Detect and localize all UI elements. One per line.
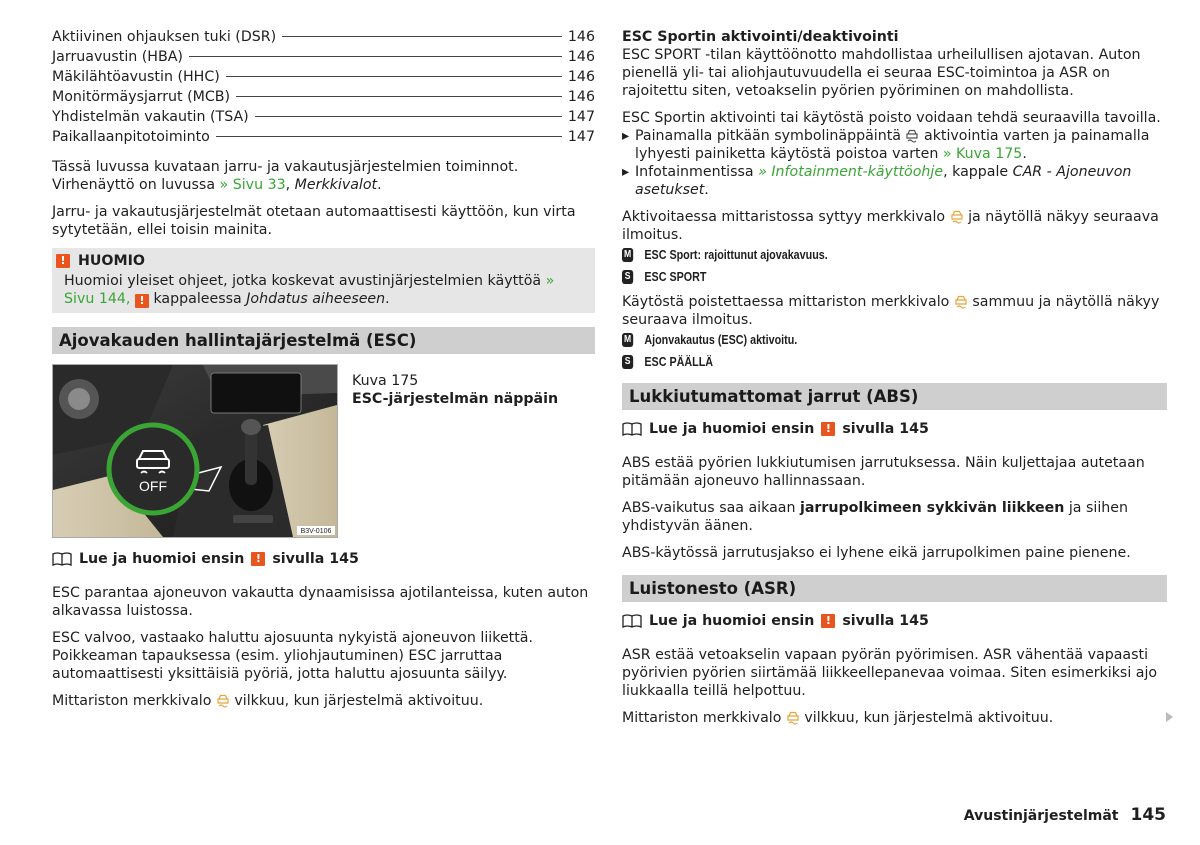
toc-title: Jarruavustin (HBA) — [52, 49, 183, 65]
message-text: ESC Sport: rajoittunut ajovakavuus. — [644, 248, 828, 262]
bullet-2-text-2: , kappale — [943, 164, 1013, 180]
figure-175 — [52, 364, 595, 538]
warning-italic: Johdatus aiheeseen — [246, 291, 386, 307]
book-icon — [52, 552, 72, 566]
intro-text: Tässä luvussa kuvataan jarru- ja vakautusjärjestelmien toiminnot. Virhenäyttö on luvussa — [52, 159, 519, 193]
message-text: ESC PÄÄLLÄ — [644, 355, 714, 369]
page-number: 145 — [1130, 805, 1166, 825]
read-first-reference — [622, 612, 1167, 630]
abs-paragraph-1: ABS estää pyörien lukkiutumisen jarrutuksessa. Näin kuljettajaa autetaan pitämään ajoneuvo hallinnassaan. — [622, 455, 1145, 489]
message-tag: S — [622, 355, 633, 369]
right-column — [622, 28, 1167, 736]
abs-p2-text-end: ja siihen yhdistyvän äänen. — [622, 500, 1129, 534]
bullet-marker: ▸ — [622, 164, 630, 180]
toc-page: 146 — [567, 29, 595, 45]
sport-paragraph-1: ESC SPORT -tilan käyttöönotto mahdollistaa urheilullisen ajotavan. Auton pienellä yli- tai aliohjautuvuudella ei seuraa ESC-toimintoa ja ASR on rajoitettu siten, vetoakselin pyörien pyöriminen on mahdollista. — [622, 47, 1141, 99]
esc-p3-text: Mittariston merkkivalo — [52, 693, 216, 709]
sport-paragraph-3 — [622, 208, 1167, 244]
warning-icon: ! — [56, 254, 70, 268]
toc-title: Mäkilähtöavustin (HHC) — [52, 69, 220, 85]
intro-italic: Merkkivalot — [294, 177, 378, 193]
asr-paragraph-1: ASR estää vetoakselin vapaan pyörän pyörimisen. ASR vähentää vapaasti pyörivien pyörien siirtämää liikkeellepanevaa voimaa. Siten esimerkiksi ajo liukkaalla teillä helpottuu. — [622, 647, 1158, 699]
sport-paragraph-4 — [622, 293, 1167, 329]
esc-symbol-icon — [905, 128, 919, 143]
bullet-2-italic: CAR - Ajoneuvon asetukset — [635, 164, 1132, 198]
abs-p2-bold: jarrupolkimeen sykkivän liikkeen — [799, 500, 1065, 516]
figure-caption-block — [352, 364, 558, 538]
figure-caption: ESC-järjestelmän näppäin — [352, 391, 559, 407]
warning-body — [52, 272, 595, 308]
toc-row[interactable] — [52, 128, 595, 148]
toc-page: 147 — [567, 129, 595, 145]
esc-paragraph-2: ESC valvoo, vastaako haluttu ajosuunta nykyistä ajoneuvon liikettä. Poikkeaman tapauksessa (esim. yliohjautuminen) ESC jarruttaa automaattisesti yksittäisiä pyöriä, jotta haluttu ajosuunta säilyy. — [52, 630, 534, 682]
toc-page: 146 — [567, 49, 595, 65]
esc-p3-text-end: vilkkuu, kun järjestelmä aktivoituu. — [229, 693, 484, 709]
chapter-title: Avustinjärjestelmät — [963, 808, 1119, 824]
display-message — [622, 354, 1091, 370]
warning-header — [52, 248, 595, 272]
toc-title: Aktiivinen ohjauksen tuki (DSR) — [52, 29, 277, 45]
bullet-1-text-2: aktivointia varten ja painamalla lyhyesti painiketta käytöstä poistoa varten — [635, 128, 1150, 162]
toc-row[interactable] — [52, 28, 595, 48]
warning-text-end: . — [385, 291, 390, 307]
warning-title: HUOMIO — [78, 253, 145, 269]
page-144-link[interactable]: » Sivu 144, — [64, 273, 555, 307]
warning-icon: ! — [135, 294, 149, 308]
display-message — [622, 269, 1091, 285]
message-tag: M — [622, 333, 633, 347]
warning-icon: ! — [821, 614, 835, 628]
infotainment-link[interactable]: » Infotainment-käyttöohje — [758, 164, 944, 180]
book-icon — [622, 422, 642, 436]
abs-paragraph-3: ABS-käytössä jarrutusjakso ei lyhene eikä jarrupolkimen paine pienene. — [622, 545, 1131, 561]
left-column — [52, 28, 595, 719]
warning-icon: ! — [251, 552, 265, 566]
figure-off-label: OFF — [139, 478, 167, 494]
section-heading-asr: Luistonesto (ASR) — [622, 575, 1167, 602]
bullet-marker: ▸ — [622, 128, 630, 144]
list-item — [622, 127, 1167, 163]
reference-text: Lue ja huomioi ensin — [79, 551, 245, 567]
message-text: Ajonvakautus (ESC) aktivoitu. — [644, 333, 798, 347]
bullet-2-end: . — [704, 182, 709, 198]
reference-text: Lue ja huomioi ensin — [649, 421, 815, 437]
sport-paragraph-2: ESC Sportin aktivointi tai käytöstä poisto voidaan tehdä seuraavilla tavoilla. — [622, 110, 1161, 126]
warning-text: Huomioi yleiset ohjeet, jotka koskevat avustinjärjestelmien käyttöä — [64, 273, 546, 289]
toc-page: 146 — [567, 69, 595, 85]
toc-leader — [216, 136, 562, 137]
abs-p2-text: ABS-vaikutus saa aikaan — [622, 500, 800, 516]
section-heading-esc: Ajovakauden hallintajärjestelmä (ESC) — [52, 327, 595, 354]
page-footer — [964, 806, 1166, 825]
esc-button-photo — [52, 364, 338, 538]
bullet-1-end: . — [1022, 146, 1027, 162]
esc-sport-heading: ESC Sportin aktivointi/deaktivointi — [622, 29, 899, 45]
esc-warning-lamp-icon — [786, 710, 800, 725]
toc-leader — [189, 56, 562, 57]
message-tag: M — [622, 248, 633, 262]
toc-page: 146 — [567, 89, 595, 105]
reference-page[interactable]: sivulla 145 — [842, 421, 929, 437]
toc-row[interactable] — [52, 68, 595, 88]
intro-text-end: . — [377, 177, 382, 193]
reference-text: Lue ja huomioi ensin — [649, 613, 815, 629]
esc-warning-lamp-icon — [216, 693, 230, 708]
figure-175-link[interactable]: » Kuva 175 — [942, 146, 1023, 162]
display-message — [622, 247, 1091, 263]
esc-paragraph-3 — [52, 692, 595, 710]
reference-page[interactable]: sivulla 145 — [842, 613, 929, 629]
section-heading-abs: Lukkiutumattomat jarrut (ABS) — [622, 383, 1167, 410]
asr-paragraph-2 — [622, 709, 1167, 727]
esc-paragraph-1: ESC parantaa ajoneuvon vakautta dynaamisissa ajotilanteissa, kuten auton alkavassa luistossa. — [52, 585, 589, 619]
intro-paragraph-1 — [52, 158, 595, 194]
sport-p4-text: Käytöstä poistettaessa mittariston merkkivalo — [622, 294, 954, 310]
sport-p4-text-end: sammuu ja näytöllä näkyy seuraava ilmoitus. — [622, 294, 1160, 328]
warning-icon: ! — [821, 422, 835, 436]
esc-warning-lamp-icon — [954, 294, 968, 309]
intro-paragraph-2: Jarru- ja vakautusjärjestelmät otetaan automaattisesti käyttöön, kun virta sytytetään, ellei toisin mainita. — [52, 204, 576, 238]
toc-leader — [236, 96, 562, 97]
toc-row[interactable] — [52, 48, 595, 68]
toc-row[interactable] — [52, 88, 595, 108]
toc-leader — [255, 116, 562, 117]
message-text: ESC SPORT — [644, 270, 707, 284]
asr-p2-text-end: vilkkuu, kun järjestelmä aktivoituu. — [799, 710, 1054, 726]
figure-number: Kuva 175 — [352, 373, 419, 389]
warning-box — [52, 248, 595, 313]
page-33-link[interactable]: » Sivu 33 — [219, 177, 286, 193]
read-first-reference — [52, 550, 595, 568]
toc-title: Monitörmäysjarrut (MCB) — [52, 89, 231, 105]
display-message — [622, 332, 1091, 348]
toc-leader — [282, 36, 562, 37]
table-of-contents — [52, 28, 595, 148]
book-icon — [622, 614, 642, 628]
toc-leader — [226, 76, 562, 77]
toc-title: Yhdistelmän vakautin (TSA) — [52, 109, 249, 125]
abs-paragraph-2 — [622, 499, 1167, 535]
bullet-1-text: Painamalla pitkään symbolinäppäintä — [635, 128, 906, 144]
reference-page[interactable]: sivulla 145 — [272, 551, 359, 567]
bullet-text — [635, 127, 1167, 163]
sport-p3-text: Aktivoitaessa mittaristossa syttyy merkkivalo — [622, 209, 950, 225]
asr-p2-text: Mittariston merkkivalo — [622, 710, 786, 726]
toc-page: 147 — [567, 109, 595, 125]
intro-text-sep: , — [285, 177, 295, 193]
toc-row[interactable] — [52, 108, 595, 128]
list-item — [622, 163, 1167, 199]
toc-title: Paikallaanpitotoiminto — [52, 129, 210, 145]
read-first-reference — [622, 420, 1167, 438]
sport-p3-text-end: ja näytöllä näkyy seuraava ilmoitus. — [622, 209, 1159, 243]
figure-code: B3V-0106 — [300, 528, 332, 535]
message-tag: S — [622, 270, 633, 284]
warning-text-2: kappaleessa — [148, 291, 247, 307]
bullet-text — [635, 163, 1167, 199]
continue-arrow-icon — [1166, 712, 1173, 722]
bullet-2-text: Infotainmentissa — [635, 164, 759, 180]
esc-warning-lamp-icon — [950, 209, 964, 224]
